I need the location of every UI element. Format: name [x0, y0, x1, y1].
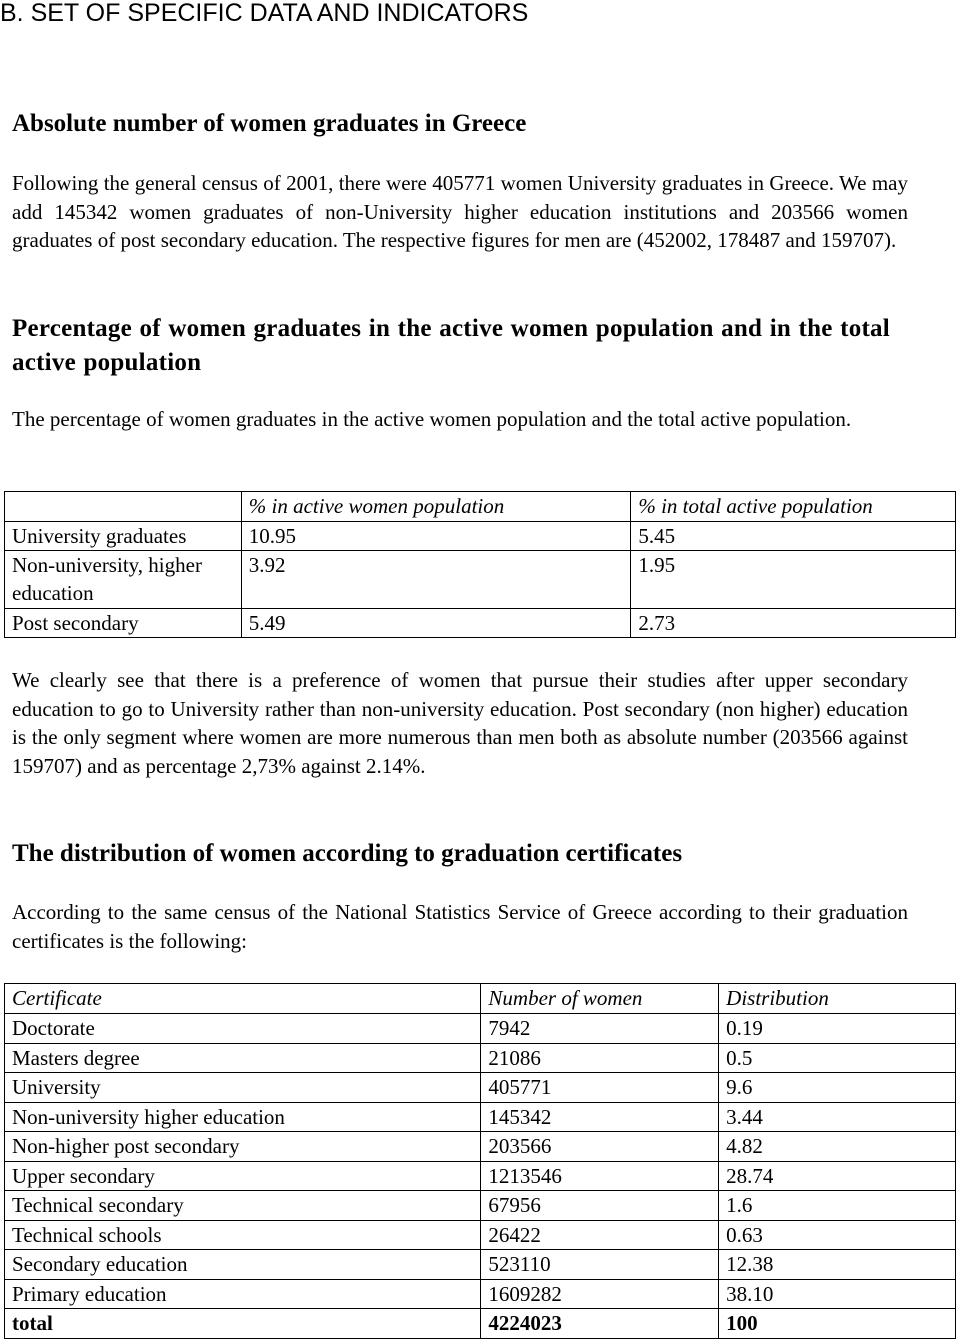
table-cell: 3.44 [719, 1102, 956, 1132]
table-cell: 145342 [481, 1102, 719, 1132]
table-row [5, 609, 956, 638]
paragraph-percentage-intro: The percentage of women graduates in the active women population and the total active population. [12, 407, 852, 431]
table-header-cell: % in total active population [631, 492, 956, 522]
table-cell: 26422 [481, 1220, 719, 1250]
table-cell: 21086 [481, 1043, 719, 1073]
table-cell: 0.19 [719, 1014, 956, 1044]
table-cell: Non-university higher education [5, 1102, 481, 1132]
table-row [5, 1279, 956, 1309]
heading-percentage: Percentage of women graduates in the active women population and in the total active population [12, 315, 890, 376]
table-cell: 5.49 [241, 609, 631, 638]
heading-absolute-number: Absolute number of women graduates in Greece [12, 110, 527, 137]
table-row [5, 1191, 956, 1221]
table-cell: Secondary education [5, 1250, 481, 1280]
table-row [5, 1014, 956, 1044]
paragraph-analysis: We clearly see that there is a preference of women that pursue their studies after upper secondary education to go to University rather than non-university education. Post secondary (non higher) education is the only segment where women are more numerous than men both as absolute number (203566 against 159707) and as percentage 2,73% against 2.14%. [12, 668, 908, 778]
table-cell: 10.95 [241, 522, 631, 551]
table-cell: 1213546 [481, 1161, 719, 1191]
table-cell: 1.6 [719, 1191, 956, 1221]
table-cell: 203566 [481, 1132, 719, 1162]
heading-distribution: The distribution of women according to graduation certificates [12, 840, 683, 867]
table-cell: 0.5 [719, 1043, 956, 1073]
table-cell: University graduates [5, 522, 242, 551]
table-row [5, 551, 956, 609]
table-row [5, 522, 956, 551]
table-cell: Masters degree [5, 1043, 481, 1073]
table-cell: Technical schools [5, 1220, 481, 1250]
table-cell: 5.45 [631, 522, 956, 551]
paragraph-census-figures: Following the general census of 2001, there were 405771 women University graduates in Greece. We may add 145342 women graduates of non-University higher education institutions and 203566 women graduates of post secondary education. The respective figures for men are (452002, 178487 and 159707). [12, 171, 908, 253]
table-header-cell: Number of women [481, 984, 719, 1014]
table-cell: 3.92 [241, 551, 631, 609]
table-row [5, 1132, 956, 1162]
table-cell: 67956 [481, 1191, 719, 1221]
table-cell: Non-university, higher education [5, 551, 242, 609]
table-row [5, 1220, 956, 1250]
section-header: B. SET OF SPECIFIC DATA AND INDICATORS [0, 0, 529, 27]
table-cell: 9.6 [719, 1073, 956, 1103]
table-header-cell: Certificate [5, 984, 481, 1014]
table-cell: 1609282 [481, 1279, 719, 1309]
table-cell: 4.82 [719, 1132, 956, 1162]
certificate-distribution-table [4, 983, 956, 1339]
table-cell: 7942 [481, 1014, 719, 1044]
table-cell: 12.38 [719, 1250, 956, 1280]
table-header-cell: Distribution [719, 984, 956, 1014]
table-header-row [5, 984, 956, 1014]
table-cell: 1.95 [631, 551, 956, 609]
table-cell: Primary education [5, 1279, 481, 1309]
table-cell: 0.63 [719, 1220, 956, 1250]
table-cell: 28.74 [719, 1161, 956, 1191]
table-cell: 4224023 [481, 1309, 719, 1339]
table-row [5, 1073, 956, 1103]
table-cell: Upper secondary [5, 1161, 481, 1191]
table-header-row [5, 492, 956, 522]
table-header-cell: % in active women population [241, 492, 631, 522]
table-cell: Technical secondary [5, 1191, 481, 1221]
table-cell: 523110 [481, 1250, 719, 1280]
percentage-table [4, 491, 956, 638]
table-cell: Post secondary [5, 609, 242, 638]
table-cell: 2.73 [631, 609, 956, 638]
table-cell: Doctorate [5, 1014, 481, 1044]
table-cell: University [5, 1073, 481, 1103]
table-total-row [5, 1309, 956, 1339]
table-row [5, 1250, 956, 1280]
table-row [5, 1161, 956, 1191]
table-cell: Non-higher post secondary [5, 1132, 481, 1162]
table-row [5, 1102, 956, 1132]
table-cell: 38.10 [719, 1279, 956, 1309]
table-header-cell [5, 492, 242, 522]
table-cell: 405771 [481, 1073, 719, 1103]
table-row [5, 1043, 956, 1073]
paragraph-distribution-intro: According to the same census of the National Statistics Service of Greece according to their graduation certificates is the following: [12, 900, 908, 953]
table-cell: 100 [719, 1309, 956, 1339]
table-cell: total [5, 1309, 481, 1339]
